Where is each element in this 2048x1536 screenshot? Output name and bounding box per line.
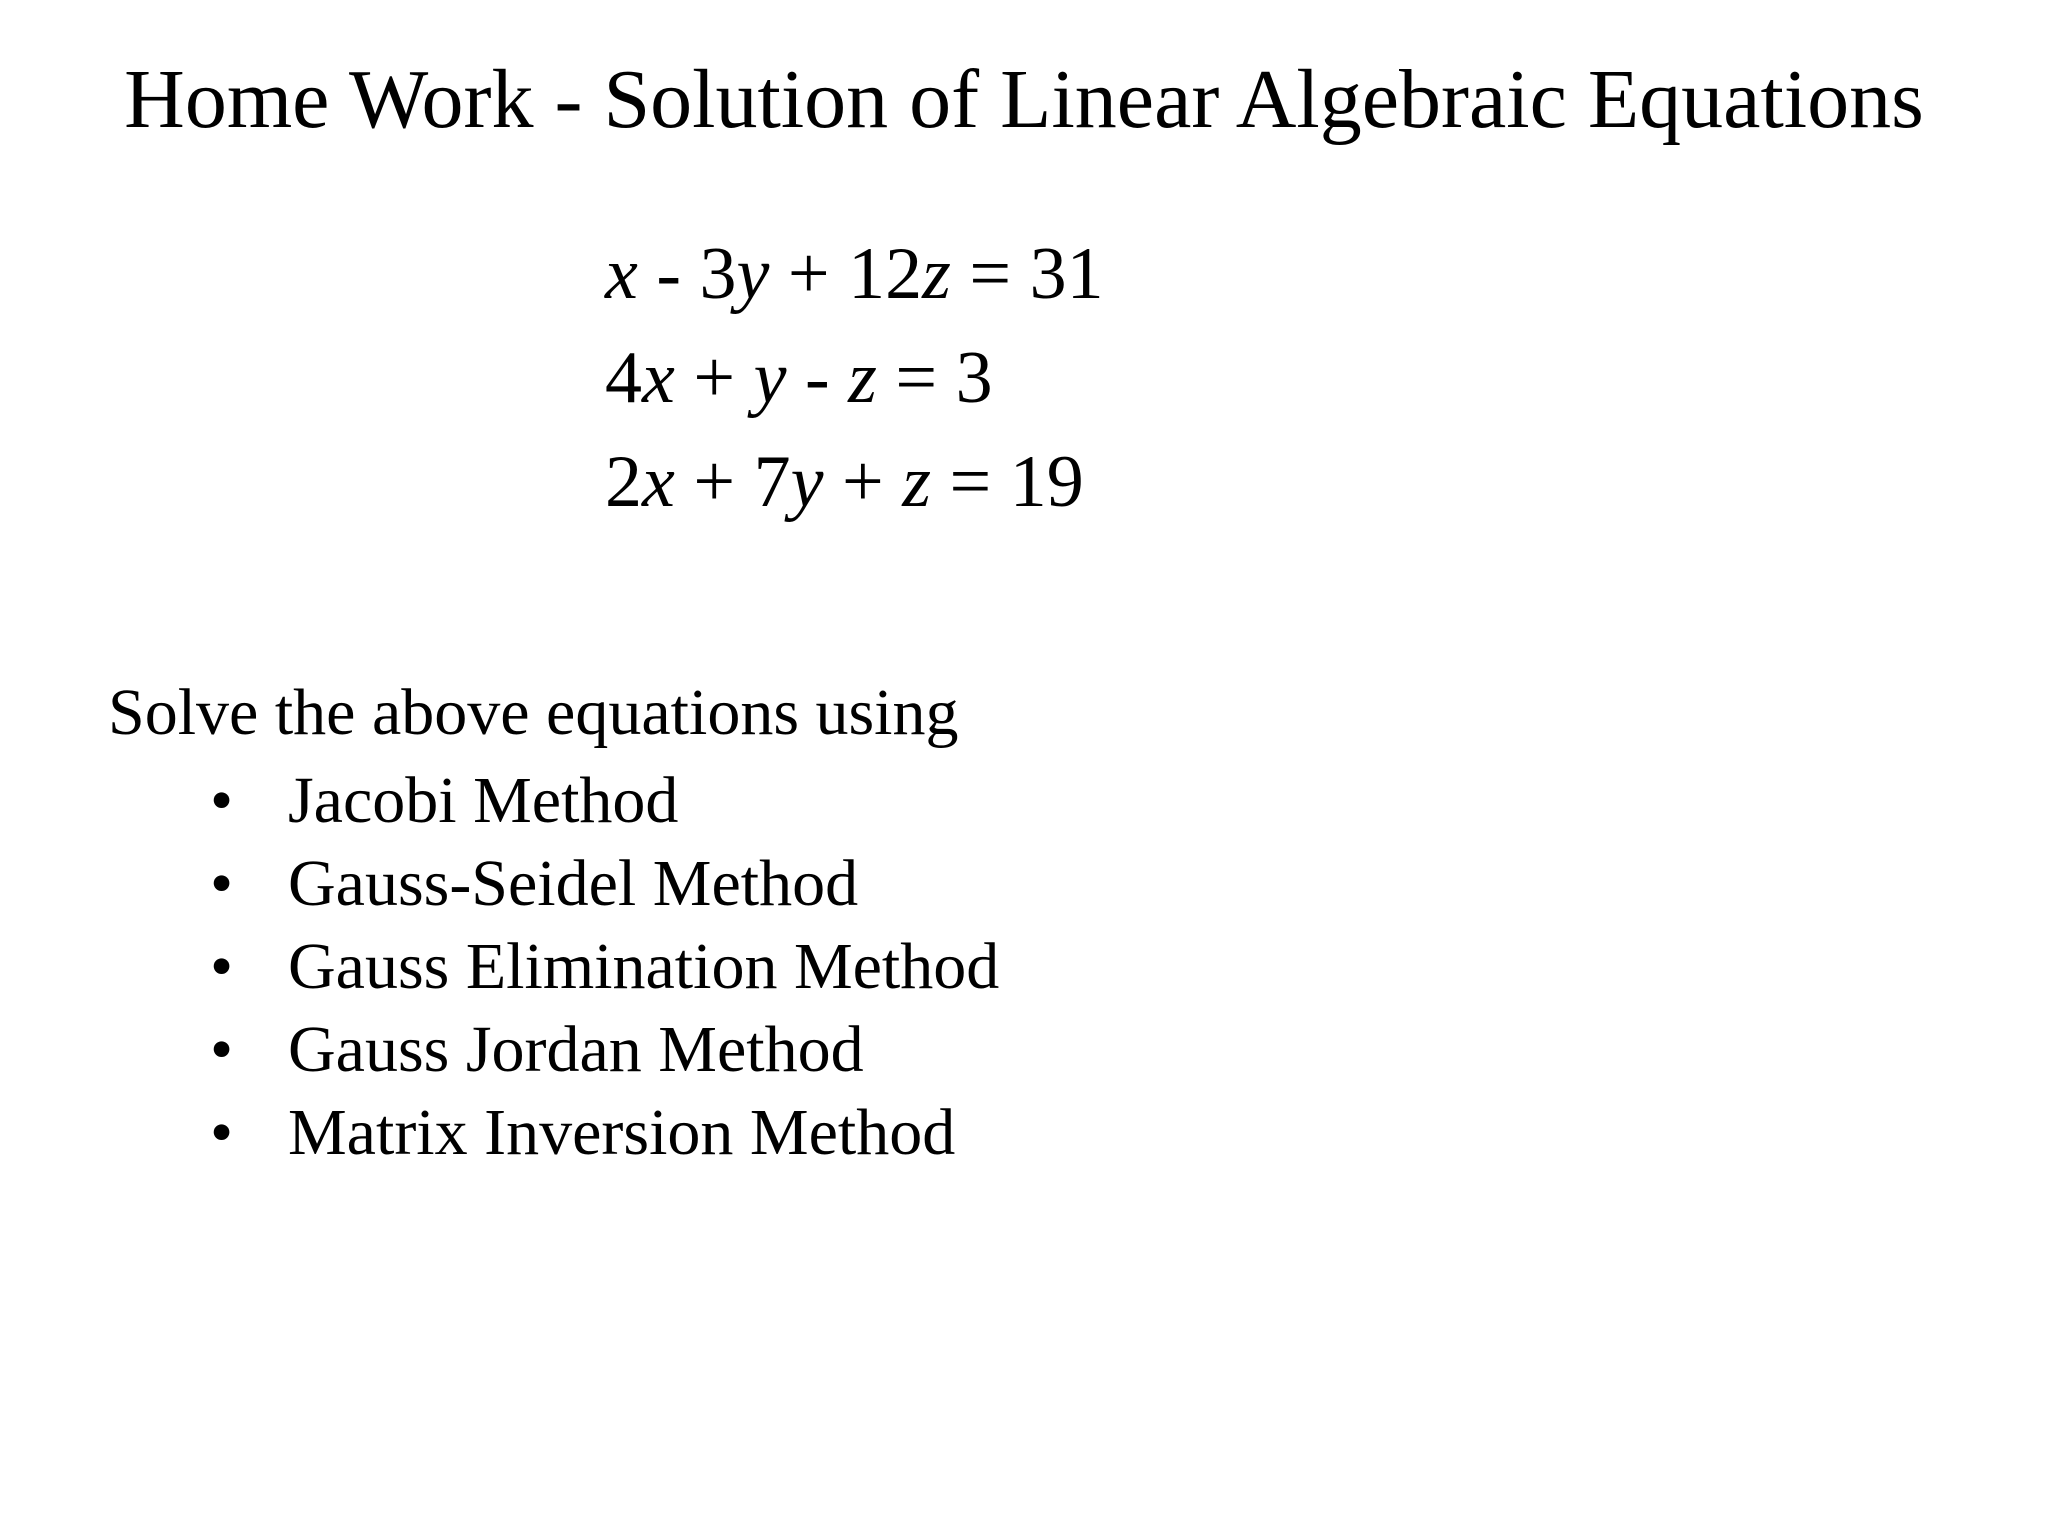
equation-term: = 19 (931, 441, 1084, 523)
bullet-icon: • (210, 1096, 234, 1169)
bullet-icon: • (210, 1013, 234, 1086)
method-label: Gauss-Seidel Method (288, 847, 859, 920)
equation-3 (605, 430, 1104, 534)
method-label: Jacobi Method (288, 764, 679, 837)
equation-term: + (674, 337, 754, 419)
equation-variable: x (605, 233, 638, 315)
equation-term: 4 (605, 337, 642, 419)
equation-variable: y (790, 441, 824, 523)
instruction-text: Solve the above equations using (108, 676, 959, 749)
equation-term: + 12 (769, 233, 923, 315)
equation-variable: z (902, 441, 931, 523)
equation-variable: z (848, 337, 877, 419)
equation-term: - (786, 337, 849, 419)
method-label: Gauss Jordan Method (288, 1013, 864, 1086)
equation-term: - 3 (637, 233, 737, 315)
equation-variable: y (753, 337, 787, 419)
bullet-icon: • (210, 764, 234, 837)
equation-variable: x (642, 337, 675, 419)
equation-term: = 31 (950, 233, 1104, 315)
equation-variable: z (922, 233, 951, 315)
equation-term: = 3 (876, 337, 993, 419)
equation-1 (605, 222, 1104, 326)
method-label: Gauss Elimination Method (288, 930, 1000, 1003)
equation-variable: y (736, 233, 770, 315)
equation-system (605, 222, 1104, 534)
bullet-icon: • (210, 847, 234, 920)
equation-2 (605, 326, 1104, 430)
equation-term: + (823, 441, 903, 523)
equation-term: 2 (605, 441, 642, 523)
slide-title: Home Work - Solution of Linear Algebraic Equations (124, 53, 1924, 146)
equation-variable: x (642, 441, 675, 523)
method-label: Matrix Inversion Method (288, 1096, 956, 1169)
bullet-icon: • (210, 930, 234, 1003)
equation-term: + 7 (674, 441, 791, 523)
